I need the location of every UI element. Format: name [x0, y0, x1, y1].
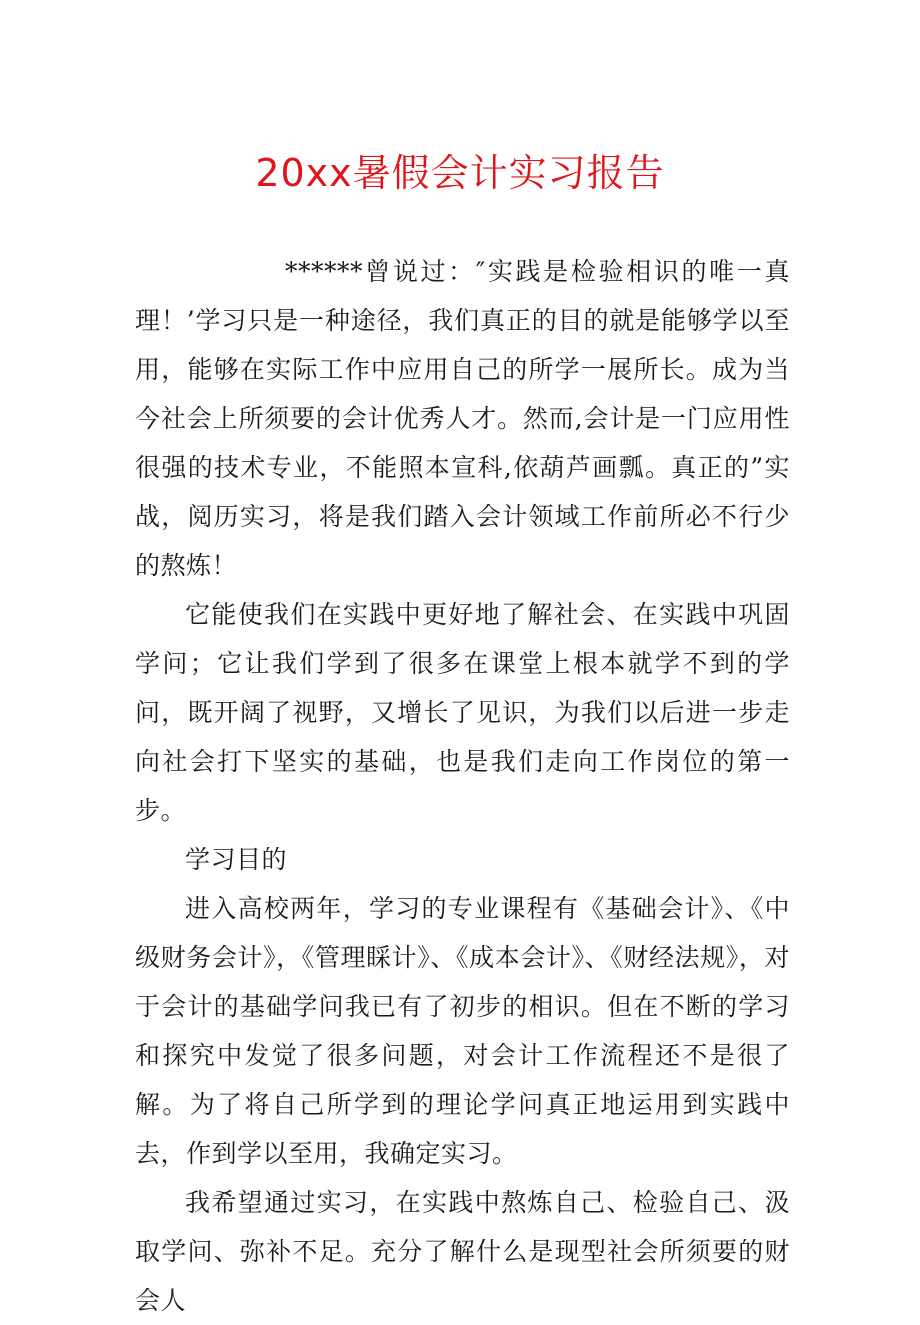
- paragraph-benefits: 它能使我们在实践中更好地了解社会、在实践中巩固学问；它让我们学到了很多在课堂上根本就学不到的学问，既开阔了视野，又增长了见识，为我们以后进一步走向社会打下坚实的基础，也是我们走向工作岗位的第一步。: [135, 600, 790, 825]
- paragraph-hope: 我希望通过实习，在实践中熬炼自己、检验自己、汲取学问、弥补不足。充分了解什么是现型社会所须要的财会人: [135, 1188, 790, 1315]
- document-title: 20xx暑假会计实习报告: [255, 151, 665, 195]
- document-body: [135, 247, 790, 1325]
- paragraph-quote: ******曾说过：″实践是检验相识的唯一真理！’学习只是一种途径，我们真正的目的就是能够学以至用，能够在实际工作中应用自己的所学一展所长。成为当今社会上所须要的会计优秀人才。然而,会计是一门应用性很强的技术专业，不能照本宣科,依葫芦画瓢。真正的”实战，阅历实习，将是我们踏入会计领域工作前所必不行少的熬炼！: [135, 257, 790, 580]
- paragraph-courses: 进入高校两年，学习的专业课程有《基础会计》、《中级财务会计》，《管理睬计》、《成本会计》、《财经法规》，对于会计的基础学问我已有了初步的相识。但在不断的学习和探究中发觉了很多问题，对会计工作流程还不是很了解。为了将自己所学到的理论学问真正地运用到实践中去，作到学以至用，我确定实习。: [135, 894, 790, 1168]
- section-heading-purpose: 学习目的: [185, 845, 288, 874]
